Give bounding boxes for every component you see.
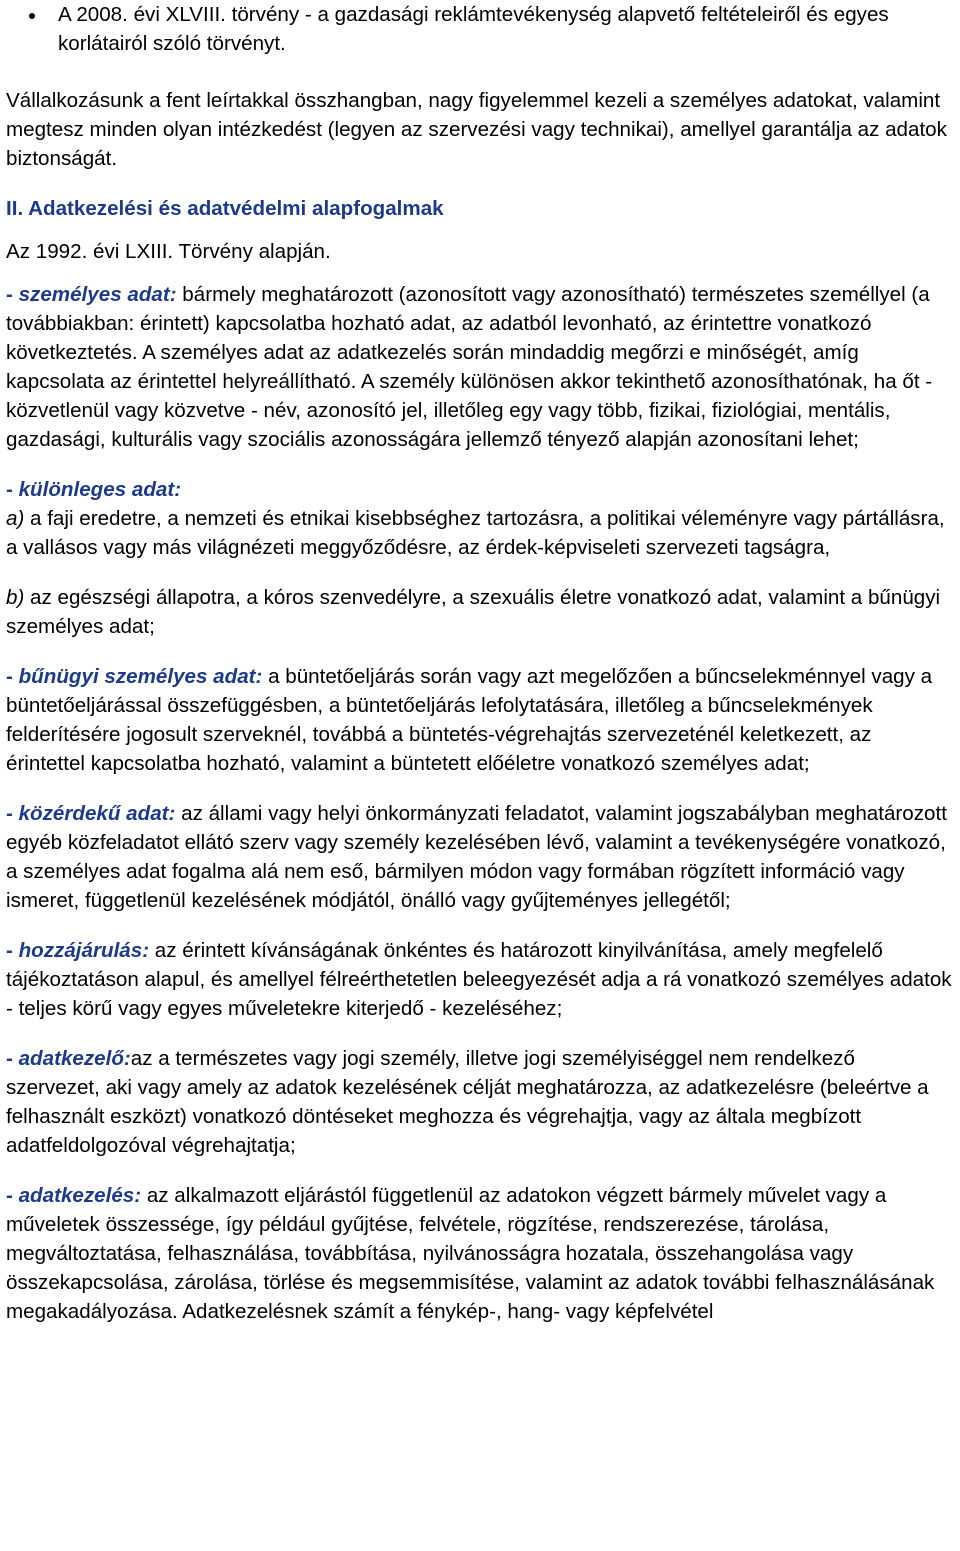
definition-dash: - [6, 665, 19, 688]
definition-adatkezeles [6, 1181, 954, 1326]
law-bullet-item [6, 0, 954, 58]
definition-dash: - [6, 478, 19, 501]
term-adatkezeles: adatkezelés: [18, 1184, 142, 1207]
list-label-a: a) [6, 507, 25, 530]
term-szemelyes-adat: személyes adat: [18, 283, 177, 306]
definition-dash: - [6, 1047, 19, 1070]
term-bunugyi-adat: bűnügyi személyes adat: [18, 665, 263, 688]
list-label-b: b) [6, 586, 25, 609]
term-kulonleges-adat: különleges adat: [18, 478, 182, 501]
law-bullet-list [6, 0, 954, 58]
definition-kulonleges-a [6, 504, 954, 562]
term-kozerdeku-adat: közérdekű adat: [18, 802, 176, 825]
section-title: II. Adatkezelési és adatvédelmi alapfogalmak [6, 197, 444, 220]
definition-text: a büntetőeljárás során vagy azt megelőzően a bűncselekménnyel vagy a büntetőeljárással összefüggésben, a büntetőeljárás lefolytatására, illetőleg a bűncselekmények felderítésére jogosult szerveknél, továbbá a büntetés-végrehajtás szervezeténél keletkezett, az érintettel kapcsolatba hozható, valamint a büntetett előéletre vonatkozó személyes adat; [6, 665, 933, 775]
definition-szemelyes-adat [6, 280, 954, 454]
definition-text: az érintett kívánságának önkéntes és határozott kinyilvánítása, amely megfelelő tájékoztatáson alapul, és amellyel félreérthetetlen beleegyezését adja a rá vonatkozó személyes adatok - teljes körű vagy egyes műveletekre kiterjedő - kezeléséhez; [6, 939, 952, 1020]
definition-text: bármely meghatározott (azonosított vagy azonosítható) természetes személlyel (a továbbiakban: érintett) kapcsolatba hozható adat, az adatból levonható, az érintettre vonatkozó következtetés. A személyes adat az adatkezelés során mindaddig megőrzi e minőségét, amíg kapcsolata az érintettel helyreállítható. A személy különösen akkor tekinthető azonosíthatónak, ha őt - közvetlenül vagy közvetve - név, azonosító jel, illetőleg egy vagy több, fizikai, fiziológiai, mentális, gazdasági, kulturális vagy szociális azonosságára jellemző tényező alapján azonosítani lehet; [6, 283, 933, 451]
section-subtitle: Az 1992. évi LXIII. Törvény alapján. [6, 240, 331, 263]
definition-hozzajarulas [6, 936, 954, 1023]
definition-kozerdeku-adat [6, 799, 954, 915]
definition-adatkezelo [6, 1044, 954, 1160]
definition-bunugyi-adat [6, 662, 954, 778]
definition-dash: - [6, 939, 19, 962]
definition-kulonleges-adat [6, 475, 954, 504]
definition-text: az egészségi állapotra, a kóros szenvedélyre, a szexuális életre vonatkozó adat, valamint a bűnügyi személyes adat; [6, 586, 941, 638]
definition-dash: - [6, 283, 19, 306]
definition-text: a faji eredetre, a nemzeti és etnikai kisebbséghez tartozásra, a politikai véleményre vagy pártállásra, a vallásos vagy más világnézeti meggyőződésre, az érdek-képviseleti szervezeti tagságra, [6, 507, 945, 559]
term-hozzajarulas: hozzájárulás: [18, 939, 150, 962]
definition-text: az a természetes vagy jogi személy, illetve jogi személyiséggel nem rendelkező szervezet, aki vagy amely az adatok kezelésének célját meghatározza, az adatkezelésre (beleértve a felhasznált eszközt) vonatkozó döntéseket meghozza és végrehajtja, vagy az általa megbízott adatfeldolgozóval végrehajtatja; [6, 1047, 929, 1157]
term-adatkezelo: adatkezelő: [18, 1047, 131, 1070]
definition-text: az alkalmazott eljárástól függetlenül az adatokon végzett bármely művelet vagy a műveletek összessége, így például gyűjtése, felvétele, rögzítése, rendszerezése, tárolása, megváltoztatása, felhasználása, továbbítása, nyilvánosságra hozatala, összehangolása vagy összekapcsolása, zárolása, törlése és megsemmisítése, valamint az adatok további felhasználásának megakadályozása. Adatkezelésnek számít a fénykép-, hang- vagy képfelvétel [6, 1184, 935, 1323]
law-bullet-text: A 2008. évi XLVIII. törvény - a gazdasági reklámtevékenység alapvető feltételeiről és egyes korlátairól szóló törvényt. [58, 3, 889, 55]
intro-paragraph: Vállalkozásunk a fent leírtakkal összhangban, nagy figyelemmel kezeli a személyes adatokat, valamint megtesz minden olyan intézkedést (legyen az szervezési vagy technikai), amellyel garantálja az adatok biztonságát. [6, 89, 947, 170]
definition-kulonleges-b [6, 583, 954, 641]
definition-dash: - [6, 1184, 19, 1207]
definition-dash: - [6, 802, 19, 825]
definition-text: az állami vagy helyi önkormányzati feladatot, valamint jogszabályban meghatározott egyéb közfeladatot ellátó szerv vagy személy kezelésében lévő, valamint a tevékenységére vonatkozó, a személyes adat fogalma alá nem eső, bármilyen módon vagy formában rögzített információ vagy ismeret, függetlenül kezelésének módjától, önálló vagy gyűjteményes jellegétől; [6, 802, 947, 912]
bullet-dot-icon [29, 13, 35, 19]
